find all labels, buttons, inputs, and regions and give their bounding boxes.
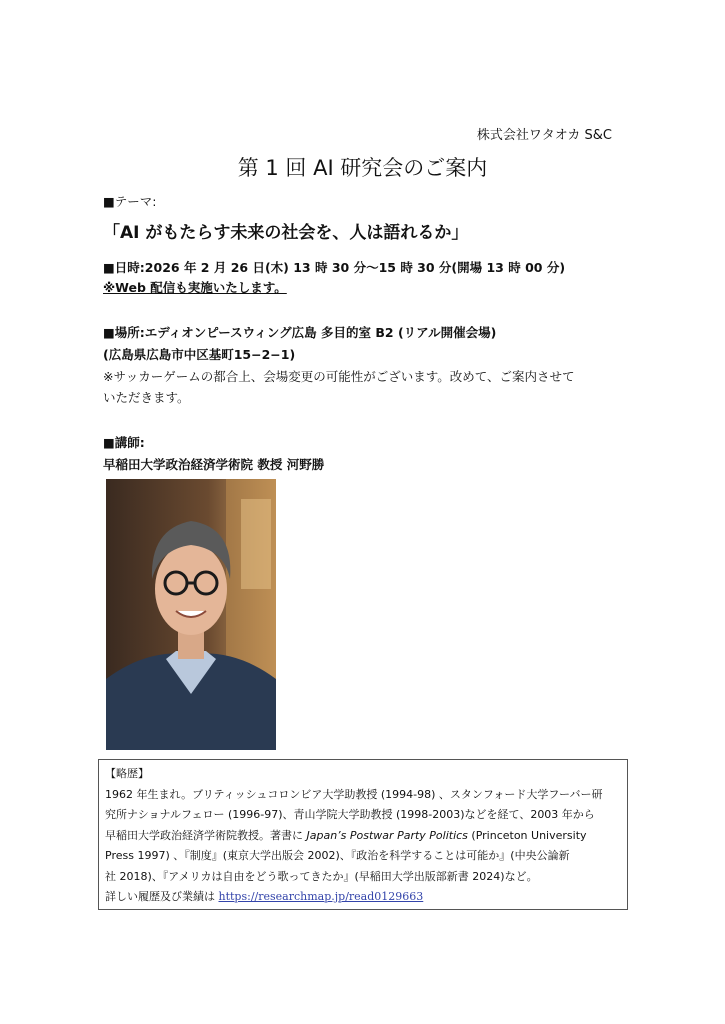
- bio-line-6: 詳しい履歴及び業績は https://researchmap.jp/read0129663: [105, 890, 424, 903]
- bio-line-2: 究所ナショナルフェロー (1996-97)、青山学院大学助教授 (1998-2003)などを経て、2003 年から: [105, 808, 595, 821]
- datetime-line: ■日時:2026 年 2 月 26 日(木) 13 時 30 分～15 時 30 分(開場 13 時 00 分): [103, 260, 566, 275]
- bio-line-3: 早稲田大学政治経済学術院教授。著書に Japan’s Postwar Party Politics (Princeton University: [105, 828, 587, 842]
- bio-box: [98, 759, 628, 910]
- venue-address: (広島県広島市中区基町15−2−1): [103, 347, 296, 362]
- speaker-photo: [106, 479, 276, 750]
- speaker-name: 早稲田大学政治経済学術院 教授 河野勝: [103, 457, 325, 472]
- web-note: ※Web 配信も実施いたします。: [103, 280, 287, 295]
- company-name: 株式会社ワタオカ S&C: [476, 128, 612, 143]
- bio-line-1: 1962 年生まれ。ブリティッシュコロンビア大学助教授 (1994-98) 、スタンフォード大学フーバー研: [105, 787, 603, 801]
- speaker-label: ■講師:: [103, 435, 145, 450]
- researchmap-link[interactable]: https://researchmap.jp/read0129663: [218, 890, 424, 903]
- bio-label: 【略歴】: [105, 767, 149, 780]
- bio-line-4: Press 1997) 、『制度』(東京大学出版会 2002)、『政治を科学することは可能か』(中央公論新: [105, 849, 570, 862]
- book-title: Japan’s Postwar Party Politics: [306, 828, 468, 842]
- venue-line: ■場所:エディオンピースウィング広島 多目的室 B2 (リアル開催会場): [103, 325, 497, 340]
- theme-heading: 「AI がもたらす未来の社会を、人は語れるか」: [103, 223, 469, 243]
- venue-note-2: いただきます。: [103, 390, 190, 405]
- theme-label: ■テーマ:: [103, 194, 157, 209]
- page-title: 第 1 回 AI 研究会のご案内: [237, 156, 488, 180]
- venue-note-1: ※サッカーゲームの都合上、会場変更の可能性がございます。改めて、ご案内させて: [103, 369, 575, 384]
- bio-line-5: 社 2018)、『アメリカは自由をどう歌ってきたか』(早稲田大学出版部新書 2024)など。: [105, 869, 538, 883]
